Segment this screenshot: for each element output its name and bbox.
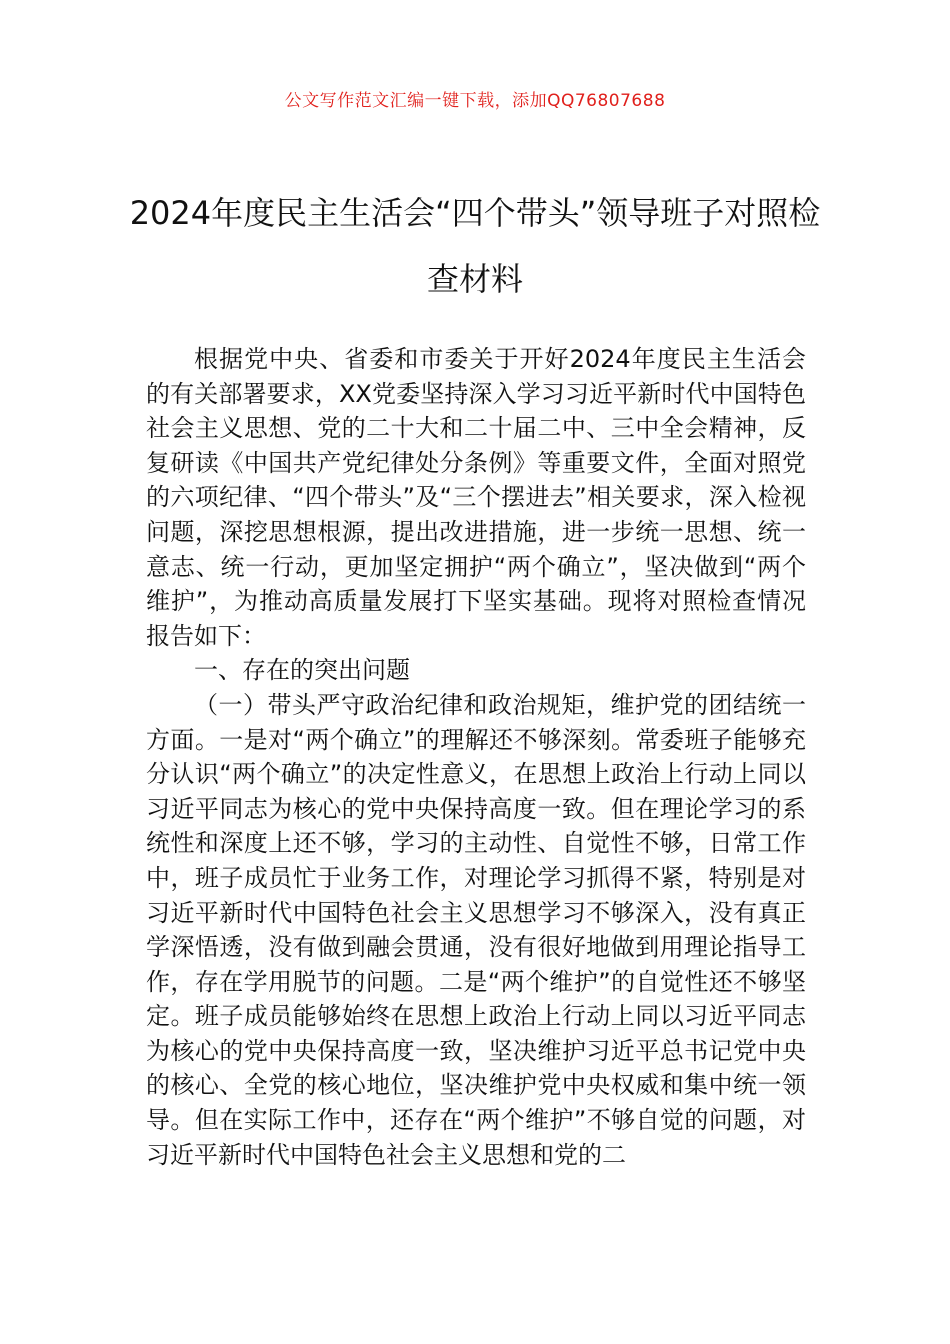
section-heading: 一、存在的突出问题: [194, 656, 410, 685]
document-title: 2024年度民主生活会“四个带头”领导班子对照检查材料: [129, 194, 821, 298]
document-body: [146, 342, 806, 1172]
section-paragraph: （一）带头严守政治纪律和政治规矩，维护党的团结统一方面。一是对“两个确立”的理解还不够深刻。常委班子能够充分认识“两个确立”的决定性意义，在思想上政治上行动上同以习近平同志为核心的党中央保持高度一致。但在理论学习的系统性和深度上还不够，学习的主动性、自觉性不够，日常工作中，班子成员忙于业务工作，对理论学习抓得不紧，特别是对习近平新时代中国特色社会主义思想学习不够深入，没有真正学深悟透，没有做到融会贯通，没有很好地做到用理论指导工作，存在学用脱节的问题。二是“两个维护”的自觉性还不够坚定。班子成员能够始终在思想上政治上行动上同以习近平同志为核心的党中央保持高度一致，坚决维护习近平总书记党中央的核心、全党的核心地位，坚决维护党中央权威和集中统一领导。但在实际工作中，还存在“两个维护”不够自觉的问题，对习近平新时代中国特色社会主义思想和党的二: [146, 690, 806, 1169]
intro-paragraph: 根据党中央、省委和市委关于开好2024年度民主生活会的有关部署要求，XX党委坚持深入学习习近平新时代中国特色社会主义思想、党的二十大和二十届二中、三中全会精神，反复研读《中国共产党纪律处分条例》等重要文件，全面对照党的六项纪律、“四个带头”及“三个摆进去”相关要求，深入检视问题，深挖思想根源，提出改进措施，进一步统一思想、统一意志、统一行动，更加坚定拥护“两个确立”，坚决做到“两个维护”，为推动高质量发展打下坚实基础。现将对照检查情况报告如下：: [146, 345, 806, 650]
watermark-banner: 公文写作范文汇编一键下载，添加QQ76807688: [284, 91, 666, 111]
